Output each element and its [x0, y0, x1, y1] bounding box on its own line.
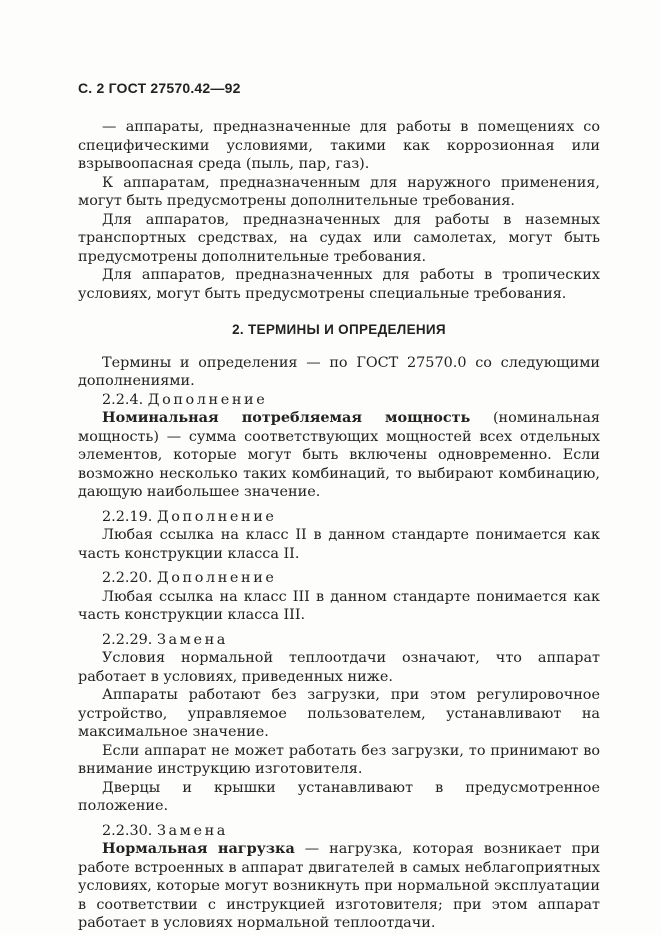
- clause-text: Любая ссылка на класс III в данном стандарте понимается как часть конструкции класса III.: [78, 588, 600, 623]
- clause-text: Дверцы и крышки устанавливают в предусмотренное положение.: [78, 779, 600, 814]
- clause-label: Дополнение: [147, 391, 268, 408]
- clause-heading: [78, 822, 600, 841]
- paragraph: Для аппаратов, предназначенных для работы в наземных транспортных средствах, на судах или самолетах, могут быть предусмотрены дополнительные требования.: [78, 211, 600, 265]
- clause-number: 2.2.4.: [102, 391, 144, 408]
- clause-number: 2.2.19.: [102, 508, 153, 525]
- clause-heading: [78, 391, 600, 410]
- clause-text: Любая ссылка на класс II в данном стандарте понимается как часть конструкции класса II.: [78, 527, 600, 562]
- clause-text: Условия нормальной теплоотдачи означают, что аппарат работает в условиях, приведенных ниже.: [78, 650, 600, 685]
- clause-number: 2.2.30.: [102, 822, 153, 839]
- clause-label: Дополнение: [156, 570, 277, 586]
- definition: (номинальная мощность) — сумма соответствующих мощностей всех отдельных элементов, которые могут быть включены одновременно. Если возможно несколько таких комбинаций, то выбирают комбинацию, дающую наибольшее значение.: [78, 410, 600, 500]
- clause-text: [78, 409, 600, 502]
- clause-number: 2.2.29.: [102, 631, 153, 648]
- document-body: [78, 118, 600, 933]
- section-title: 2. ТЕРМИНЫ И ОПРЕДЕЛЕНИЯ: [232, 322, 446, 337]
- clause-label: Дополнение: [156, 508, 277, 525]
- clause-text: [78, 840, 600, 933]
- paragraph: К аппаратам, предназначенным для наружного применения, могут быть предусмотрены дополнительные требования.: [78, 174, 600, 209]
- clause-text: Если аппарат не может работать без загрузки, то принимают во внимание инструкцию изготовителя.: [78, 742, 600, 777]
- clause-number: 2.2.20.: [102, 570, 153, 586]
- clause-heading: [78, 631, 600, 650]
- clause-label: Замена: [156, 822, 228, 839]
- term: Номинальная потребляемая мощность: [102, 409, 471, 426]
- intro-paragraph: Термины и определения — по ГОСТ 27570.0 со следующими дополнениями.: [78, 354, 600, 389]
- clause-label: Замена: [156, 631, 228, 648]
- paragraph: — аппараты, предназначенные для работы в помещениях со специфическими условиями, такими как коррозионная или взрывоопасная среда (пыль, пар, газ).: [78, 119, 600, 172]
- term: Нормальная нагрузка: [102, 840, 295, 857]
- clause-text: Аппараты работают без загрузки, при этом регулировочное устройство, управляемое пользователем, устанавливают на максимальное значение.: [78, 687, 600, 740]
- clause-heading: [78, 569, 600, 588]
- clause-heading: [78, 508, 600, 527]
- page-header: С. 2 ГОСТ 27570.42—92: [78, 80, 241, 96]
- definition: — нагрузка, которая возникает при работе встроенных в аппарат двигателей в самых неблагоприятных условиях, которые могут возникнуть при нормальной эксплуатации в соответствии с инструкцией изготовителя; при этом аппарат работает в условиях нормальной теплоотдачи.: [78, 841, 600, 931]
- paragraph: Для аппаратов, предназначенных для работы в тропических условиях, могут быть предусмотрены специальные требования.: [78, 267, 600, 302]
